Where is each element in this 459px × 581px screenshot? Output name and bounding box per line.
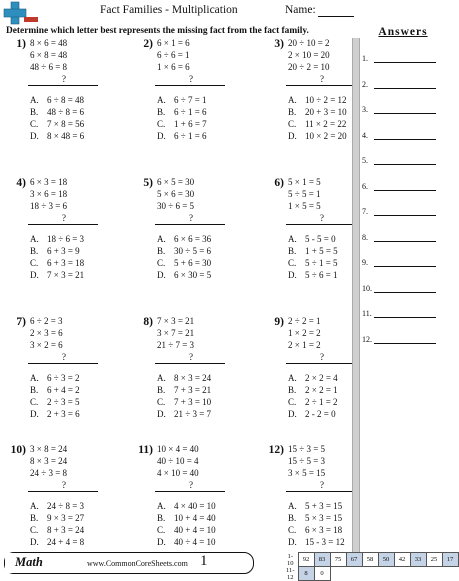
answer-choice[interactable] [288,107,347,117]
score-cell: 67 [346,553,362,567]
answer-line[interactable] [374,241,436,242]
fact-equation: 20 ÷ 10 = 2 [288,38,330,48]
missing-fact-mark: ? [62,74,66,84]
choice-letter: B. [288,385,297,395]
answer-slot[interactable] [362,156,438,165]
choice-letter: D. [30,409,39,419]
choice-text: 2 ÷ 1 = 2 [305,397,338,407]
fact-equation: 30 ÷ 6 = 5 [157,201,195,211]
fact-equation: 6 × 1 = 6 [157,38,190,48]
fact-equation: 21 ÷ 7 = 3 [157,340,195,350]
choice-text: 24 + 4 = 8 [47,537,85,547]
answer-number: 2. [362,79,368,89]
problem-number: 3) [274,38,284,50]
choice-text: 5 ÷ 1 = 5 [305,258,338,268]
instructions: Determine which letter best represents the missing fact from the fact family. [6,26,309,36]
missing-fact-line [286,85,356,86]
answer-choice[interactable] [30,409,80,419]
answer-line[interactable] [374,343,436,344]
choice-letter: C. [288,258,297,268]
name-field-line[interactable] [318,16,354,17]
answer-choice[interactable] [288,525,342,535]
answer-choice[interactable] [157,258,211,268]
choice-letter: B. [30,246,39,256]
fact-equation: 3 × 7 = 21 [157,328,195,338]
choice-text: 7 × 3 = 21 [47,270,85,280]
choice-letter: B. [288,107,297,117]
choice-text: 9 × 3 = 27 [47,513,85,523]
choice-text: 8 × 3 = 24 [174,373,212,383]
choice-letter: A. [288,234,297,244]
missing-fact-line [28,363,98,364]
answer-line[interactable] [374,164,436,165]
choice-text: 2 - 2 = 0 [305,409,336,419]
score-cell: 25 [426,553,442,567]
answer-choice[interactable] [30,95,84,105]
score-cell: 58 [362,553,378,567]
choice-text: 1 + 5 = 5 [305,246,338,256]
problem-number: 12) [268,444,284,456]
choice-letter: B. [157,107,166,117]
choice-letter: B. [157,385,166,395]
choice-text: 6 + 4 = 2 [47,385,80,395]
problem-number: 9) [274,316,284,328]
fact-equation: 1 × 5 = 5 [288,201,321,211]
answer-choice[interactable] [157,234,211,244]
missing-fact-line [155,224,225,225]
choice-letter: C. [30,119,39,129]
score-row [284,567,458,581]
answer-slot[interactable] [362,233,438,242]
choice-text: 5 × 3 = 15 [305,513,343,523]
choice-text: 6 × 30 = 5 [174,270,212,280]
fact-equation: 6 × 3 = 18 [30,177,68,187]
choice-letter: C. [30,397,39,407]
choice-letter: D. [288,409,297,419]
choice-letter: B. [288,513,297,523]
answer-slot[interactable] [362,131,438,140]
answer-choice[interactable] [157,373,211,383]
answer-line[interactable] [374,88,436,89]
choice-letter: C. [157,397,166,407]
answer-line[interactable] [374,190,436,191]
answer-line[interactable] [374,113,436,114]
fact-equation: 2 × 10 = 20 [288,50,330,60]
missing-fact-line [28,224,98,225]
problem-number: 6) [274,177,284,189]
choice-text: 6 × 3 = 18 [305,525,343,535]
answer-line[interactable] [374,292,436,293]
problem [131,38,243,170]
fact-equation: 3 × 8 = 24 [30,444,68,454]
answer-choice[interactable] [288,385,338,395]
name-label: Name: [285,4,316,16]
answer-choice[interactable] [157,397,211,407]
answer-number: 6. [362,181,368,191]
problem [4,38,116,170]
fact-equation: 3 × 6 = 18 [30,189,68,199]
answer-choice[interactable] [157,246,211,256]
missing-fact-line [286,363,356,364]
choice-letter: D. [30,131,39,141]
choice-text: 6 ÷ 3 = 2 [47,373,80,383]
choice-text: 15 - 3 = 12 [305,537,345,547]
choice-letter: A. [157,234,166,244]
fact-equation: 1 × 6 = 6 [157,62,190,72]
answer-number: 8. [362,232,368,242]
answer-choice[interactable] [30,373,80,383]
choice-text: 18 ÷ 6 = 3 [47,234,85,244]
answer-choice[interactable] [157,107,207,117]
answer-choice[interactable] [30,234,84,244]
answer-number: 10. [362,283,372,293]
score-row [284,553,458,567]
answer-choice[interactable] [288,537,345,547]
answer-number: 3. [362,105,368,114]
answer-line[interactable] [374,215,436,216]
answer-number: 5. [362,156,368,165]
fact-equation: 1 × 2 = 2 [288,328,321,338]
answer-choice[interactable] [157,131,207,141]
choice-text: 8 + 3 = 24 [47,525,85,535]
answer-choice[interactable] [288,258,338,268]
choice-text: 6 + 3 = 18 [47,258,85,268]
answer-choice[interactable] [288,270,338,280]
fact-equation: 7 × 3 = 21 [157,316,195,326]
problem [131,177,243,309]
choice-text: 1 + 6 = 7 [174,119,207,129]
choice-letter: C. [288,119,297,129]
answer-slot[interactable] [362,284,438,293]
choice-text: 6 + 3 = 9 [47,246,80,256]
choice-letter: B. [30,107,39,117]
answer-number: 4. [362,130,368,140]
answer-line[interactable] [374,62,436,63]
missing-fact-mark: ? [320,213,324,223]
choice-letter: C. [288,525,297,535]
answer-choice[interactable] [288,397,338,407]
fact-equation: 4 × 10 = 40 [157,468,199,478]
fact-equation: 6 ÷ 2 = 3 [30,316,63,326]
choice-letter: B. [157,246,166,256]
choice-text: 6 × 6 = 36 [174,234,212,244]
choice-text: 5 ÷ 6 = 1 [305,270,338,280]
score-cell: 92 [298,553,314,567]
answer-choice[interactable] [157,119,207,129]
choice-text: 30 ÷ 5 = 6 [174,246,212,256]
problem [4,177,116,309]
answer-choice[interactable] [288,513,342,523]
fact-equation: 2 ÷ 2 = 1 [288,316,321,326]
choice-text: 7 + 3 = 21 [174,385,212,395]
missing-fact-line [28,85,98,86]
problem-number: 2) [143,38,153,50]
fact-equation: 5 × 6 = 30 [157,189,195,199]
choice-letter: A. [157,373,166,383]
problem [4,316,116,448]
answer-slot[interactable] [362,54,438,63]
choice-text: 2 × 2 = 4 [305,373,338,383]
answer-choice[interactable] [288,373,338,383]
answer-choice[interactable] [157,409,211,419]
answer-choice[interactable] [288,95,347,105]
answer-choice[interactable] [30,119,84,129]
score-cell: 8 [298,567,314,581]
answer-choice[interactable] [157,513,216,523]
score-cell: 17 [442,553,458,567]
choice-letter: C. [30,525,39,535]
fact-equation: 10 × 4 = 40 [157,444,199,454]
answer-choice[interactable] [288,246,338,256]
answer-slot[interactable] [362,309,438,318]
answer-choice[interactable] [30,270,84,280]
missing-fact-mark: ? [189,213,193,223]
choice-letter: A. [288,373,297,383]
choice-letter: D. [30,537,39,547]
answer-choice[interactable] [30,513,84,523]
choice-letter: A. [30,373,39,383]
choice-letter: C. [30,258,39,268]
answer-number: 12. [362,334,372,344]
missing-fact-mark: ? [189,74,193,84]
choice-text: 48 ÷ 8 = 6 [47,107,85,117]
fact-equation: 3 × 5 = 15 [288,468,326,478]
choice-text: 6 ÷ 1 = 6 [174,107,207,117]
missing-fact-mark: ? [189,352,193,362]
choice-text: 21 ÷ 3 = 7 [174,409,212,419]
missing-fact-line [286,491,356,492]
answer-number: 1. [362,54,368,63]
score-cell: 50 [378,553,394,567]
fact-equation: 2 × 1 = 2 [288,340,321,350]
missing-fact-mark: ? [189,480,193,490]
worksheet-title: Fact Families - Multiplication [100,4,238,16]
score-cell: 83 [314,553,330,567]
footer-subject-tab [5,553,87,573]
answer-choice[interactable] [30,246,80,256]
answer-choice[interactable] [157,537,216,547]
missing-fact-line [155,363,225,364]
footer-subject: Math [15,555,43,569]
choice-text: 40 ÷ 4 = 10 [174,537,216,547]
fact-equation: 2 × 3 = 6 [30,328,63,338]
fact-equation: 6 × 8 = 48 [30,50,68,60]
fact-equation: 24 ÷ 3 = 8 [30,468,68,478]
problem [131,316,243,448]
choice-letter: A. [288,95,297,105]
page-number: 1 [200,553,208,569]
answer-choice[interactable] [30,501,84,511]
fact-equation: 6 × 5 = 30 [157,177,195,187]
answer-choice[interactable] [157,501,216,511]
fact-equation: 40 ÷ 10 = 4 [157,456,199,466]
answer-choice[interactable] [30,131,84,141]
choice-text: 5 + 3 = 15 [305,501,343,511]
choice-letter: D. [157,131,166,141]
fact-equation: 6 ÷ 6 = 1 [157,50,190,60]
plus-minus-logo-icon [4,2,38,24]
choice-text: 10 ÷ 2 = 12 [305,95,347,105]
missing-fact-mark: ? [62,480,66,490]
missing-fact-line [28,491,98,492]
score-cell: 75 [330,553,346,567]
answer-line[interactable] [374,139,436,140]
score-cell: 0 [314,567,330,581]
fact-equation: 5 × 1 = 5 [288,177,321,187]
fact-equation: 3 × 2 = 6 [30,340,63,350]
choice-letter: D. [157,537,166,547]
missing-fact-mark: ? [320,352,324,362]
answers-title: Answers [378,26,428,38]
answer-number: 7. [362,207,368,216]
choice-text: 40 + 4 = 10 [174,525,216,535]
score-row-label: 1-10 [286,552,294,567]
choice-text: 6 ÷ 7 = 1 [174,95,207,105]
answer-choice[interactable] [157,95,207,105]
answer-slot[interactable] [362,182,438,191]
problem-number: 10) [10,444,26,456]
answer-slot[interactable] [362,258,438,267]
footer-website: www.CommonCoreSheets.com [87,559,188,568]
answer-number: 11. [362,309,372,318]
answer-slot[interactable] [362,335,438,344]
choice-letter: C. [157,119,166,129]
choice-text: 2 + 3 = 6 [47,409,80,419]
choice-text: 6 ÷ 1 = 6 [174,131,207,141]
choice-text: 2 ÷ 3 = 5 [47,397,80,407]
answer-choice[interactable] [288,131,347,141]
choice-letter: D. [288,537,297,547]
missing-fact-line [155,491,225,492]
choice-text: 2 × 2 = 1 [305,385,338,395]
choice-text: 10 + 4 = 40 [174,513,216,523]
fact-equation: 48 ÷ 6 = 8 [30,62,68,72]
answer-choice[interactable] [30,537,84,547]
choice-letter: D. [288,270,297,280]
choice-letter: D. [157,409,166,419]
choice-letter: B. [30,513,39,523]
choice-text: 4 × 40 = 10 [174,501,216,511]
missing-fact-mark: ? [320,480,324,490]
missing-fact-mark: ? [320,74,324,84]
choice-text: 5 - 5 = 0 [305,234,336,244]
problem-number: 7) [16,316,26,328]
choice-text: 7 × 8 = 56 [47,119,85,129]
missing-fact-line [286,224,356,225]
score-table [284,552,459,581]
choice-letter: D. [288,131,297,141]
fact-equation: 8 × 3 = 24 [30,456,68,466]
choice-letter: C. [288,397,297,407]
problem-number: 1) [16,38,26,50]
choice-letter: C. [157,525,166,535]
choice-text: 10 × 2 = 20 [305,131,347,141]
choice-text: 20 + 3 = 10 [305,107,347,117]
answer-choice[interactable] [30,385,80,395]
choice-letter: C. [157,258,166,268]
answer-number: 9. [362,258,368,267]
choice-letter: A. [30,95,39,105]
answer-choice[interactable] [288,501,342,511]
answer-choice[interactable] [288,409,336,419]
choice-letter: A. [30,234,39,244]
choice-text: 8 × 48 = 6 [47,131,85,141]
fact-equation: 20 ÷ 2 = 10 [288,62,330,72]
fact-equation: 5 ÷ 5 = 1 [288,189,321,199]
fact-equation: 18 ÷ 3 = 6 [30,201,68,211]
answer-choice[interactable] [157,385,211,395]
fact-equation: 15 ÷ 5 = 3 [288,456,326,466]
answer-choice[interactable] [288,119,346,129]
choice-letter: D. [30,270,39,280]
choice-letter: B. [288,246,297,256]
answer-choice[interactable] [30,525,84,535]
choice-letter: A. [157,95,166,105]
answer-choice[interactable] [157,525,216,535]
choice-text: 7 + 3 = 10 [174,397,212,407]
choice-letter: A. [288,501,297,511]
score-cell: 33 [410,553,426,567]
choice-letter: A. [30,501,39,511]
missing-fact-mark: ? [62,213,66,223]
score-row-label: 11-12 [286,566,295,581]
problem-number: 4) [16,177,26,189]
score-cell: 42 [394,553,410,567]
answer-line[interactable] [374,266,436,267]
problem-number: 8) [143,316,153,328]
footer-bar [4,552,254,574]
answer-choice[interactable] [288,234,336,244]
answer-slot[interactable] [362,80,438,89]
problem-number: 11) [138,444,153,456]
answer-choice[interactable] [30,397,80,407]
missing-fact-mark: ? [62,352,66,362]
answer-choice[interactable] [30,258,84,268]
choice-letter: A. [157,501,166,511]
answer-line[interactable] [374,317,436,318]
fact-equation: 15 ÷ 3 = 5 [288,444,326,454]
answer-slot[interactable] [362,105,438,114]
answer-slot[interactable] [362,207,438,216]
missing-fact-line [155,85,225,86]
choice-letter: B. [157,513,166,523]
answer-choice[interactable] [30,107,84,117]
choice-letter: B. [30,385,39,395]
choice-letter: D. [157,270,166,280]
choice-text: 5 + 6 = 30 [174,258,212,268]
fact-equation: 8 × 6 = 48 [30,38,68,48]
choice-text: 24 ÷ 8 = 3 [47,501,85,511]
problem-number: 5) [143,177,153,189]
choice-text: 11 × 2 = 22 [305,119,347,129]
answer-choice[interactable] [157,270,211,280]
choice-text: 6 ÷ 8 = 48 [47,95,85,105]
answer-column-divider [352,38,360,552]
